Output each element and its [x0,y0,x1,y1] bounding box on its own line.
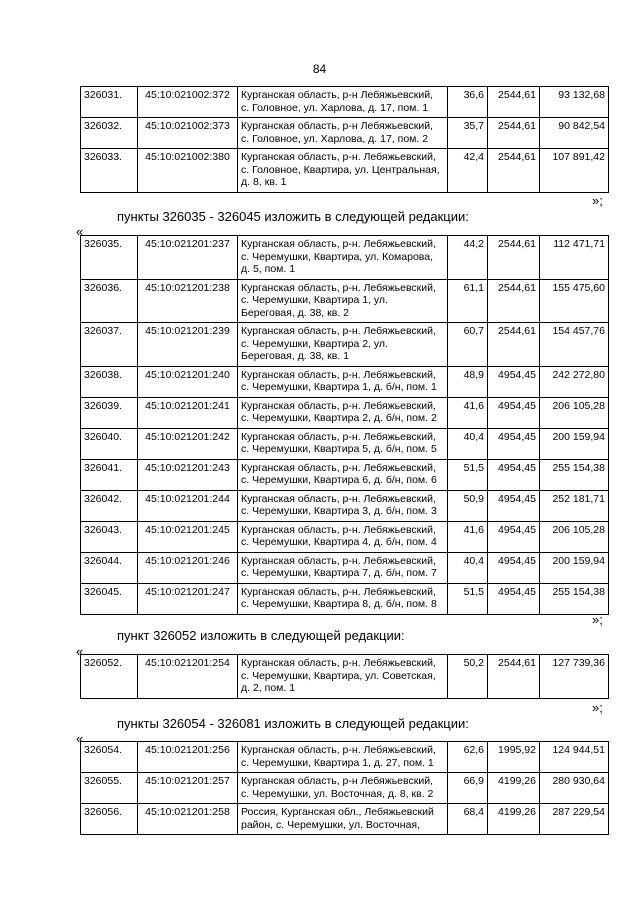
address-line: Россия, Курганская обл., Лебяжьевский [241,806,434,818]
rate-value: 4954,45 [488,397,540,428]
item-number: 326035. [81,236,138,280]
address-cell [238,428,448,459]
address-line: Курганская область, р-н. Лебяжьевский, [241,585,436,598]
cadastral-number: 45:10:021201:257 [138,773,238,804]
address-line: с. Черемушки, Квартира 8, д. б/н, пом. 8 [241,598,437,610]
address-cell [238,804,448,835]
item-number: 326044. [81,552,138,583]
address-cell [238,459,448,490]
cadastral-number: 45:10:021002:380 [138,149,238,193]
area-value: 51,5 [448,583,488,614]
item-number: 326031. [81,87,138,118]
address-cell [238,655,448,699]
cadastral-number: 45:10:021201:238 [138,279,238,323]
area-value: 41,6 [448,397,488,428]
section-heading: пункт 326052 изложить в следующей редакции: [117,628,405,643]
table-row [81,366,609,397]
cost-value: 154 457,76 [540,323,609,367]
address-line: Курганская область, р-н. Лебяжьевский, [241,325,436,337]
address-line: Курганская область, р-н. Лебяжьевский, [241,523,436,536]
area-value: 42,4 [448,149,488,193]
cadastral-number: 45:10:021201:247 [138,583,238,614]
address-line: с. Головное, Квартира, ул. Центральная, [241,163,440,176]
section-heading: пункты 326035 - 326045 изложить в следующей редакции: [117,209,469,224]
address-line: с. Черемушки, ул. Восточная, д. 8, кв. 2 [241,787,434,800]
table-row [81,804,609,835]
area-value: 50,9 [448,490,488,521]
address-cell [238,490,448,521]
table-row [81,428,609,459]
rate-value: 2544,61 [488,655,540,699]
address-cell [238,583,448,614]
address-line: Береговая, д. 38, кв. 1 [241,350,349,362]
item-number: 326056. [81,804,138,835]
cadastral-number: 45:10:021201:256 [138,742,238,773]
address-cell [238,87,448,118]
address-line: Курганская область, р-н. Лебяжьевский, [241,461,436,474]
table-row [81,742,609,773]
address-line: с. Черемушки, Квартира 1, д. 27, пом. 1 [241,756,434,769]
item-number: 326055. [81,773,138,804]
area-value: 60,7 [448,323,488,367]
closing-quote: »; [592,193,603,208]
section-heading: пункты 326054 - 326081 изложить в следующей редакции: [117,716,469,731]
address-line: район, с. Черемушки, ул. Восточная, [241,818,421,831]
address-cell [238,742,448,773]
address-line: с. Головное, ул. Харлова, д. 17, пом. 2 [241,132,429,145]
cost-value: 242 272,80 [540,366,609,397]
area-value: 66,9 [448,773,488,804]
address-cell [238,397,448,428]
address-line: Курганская область, р-н. Лебяжьевский, [241,281,436,294]
rate-value: 1995,92 [488,742,540,773]
rate-value: 2544,61 [488,118,540,149]
rate-value: 2544,61 [488,87,540,118]
address-line: Курганская область, р-н. Лебяжьевский, [241,151,436,163]
address-line: с. Черемушки, Квартира, ул. Советская, [241,669,436,682]
rate-value: 2544,61 [488,279,540,323]
address-line: Береговая, д. 38, кв. 2 [241,306,349,319]
cadastral-number: 45:10:021201:240 [138,366,238,397]
address-line: с. Черемушки, Квартира 5, д. б/н, пом. 5 [241,443,437,455]
cadastral-number: 45:10:021201:258 [138,804,238,835]
area-value: 44,2 [448,236,488,280]
address-line: Курганская область, р-н. Лебяжьевский, [241,430,436,443]
area-value: 40,4 [448,428,488,459]
address-line: с. Черемушки, Квартира 4, д. б/н, пом. 4 [241,536,437,548]
address-line: Курганская область, р-н. Лебяжьевский, [241,399,436,412]
item-number: 326032. [81,118,138,149]
table-row [81,87,609,118]
address-cell [238,118,448,149]
cadastral-number: 45:10:021201:243 [138,459,238,490]
cadastral-number: 45:10:021201:246 [138,552,238,583]
address-line: Курганская область, р-н. Лебяжьевский, [241,492,436,505]
address-cell [238,323,448,367]
cost-value: 127 739,36 [540,655,609,699]
rate-value: 4954,45 [488,459,540,490]
area-value: 35,7 [448,118,488,149]
opening-quote: « [76,224,84,239]
area-value: 51,5 [448,459,488,490]
rate-value: 4199,26 [488,804,540,835]
cadastral-number: 45:10:021002:373 [138,118,238,149]
address-line: д. 8, кв. 1 [241,176,287,188]
address-line: с. Головное, ул. Харлова, д. 17, пом. 1 [241,101,429,114]
table-row [81,655,609,699]
item-number: 326033. [81,149,138,193]
cadastral-number: 45:10:021002:372 [138,87,238,118]
table-row [81,552,609,583]
address-line: с. Черемушки, Квартира 1, д. б/н, пом. 1 [241,381,437,393]
address-line: с. Черемушки, Квартира 2, ул. [241,337,388,350]
cost-value: 206 105,28 [540,397,609,428]
table-row [81,773,609,804]
table-row [81,323,609,367]
cost-value: 93 132,68 [540,87,609,118]
item-number: 326039. [81,397,138,428]
page-number: 84 [312,62,327,76]
closing-quote: »; [592,612,603,627]
cost-value: 107 891,42 [540,149,609,193]
address-cell [238,552,448,583]
cost-value: 255 154,38 [540,459,609,490]
cadastral-number: 45:10:021201:244 [138,490,238,521]
area-value: 50,2 [448,655,488,699]
cadastral-number: 45:10:021201:241 [138,397,238,428]
rate-value: 2544,61 [488,323,540,367]
address-cell [238,366,448,397]
area-value: 68,4 [448,804,488,835]
address-line: д. 2, пом. 1 [241,682,296,694]
cadastral-number: 45:10:021201:245 [138,521,238,552]
address-line: Курганская область, р-н. Лебяжьевский, [241,368,436,381]
item-number: 326042. [81,490,138,521]
address-cell [238,773,448,804]
cost-value: 255 154,38 [540,583,609,614]
item-number: 326052. [81,655,138,699]
rate-value: 4954,45 [488,521,540,552]
cadastral-number: 45:10:021201:242 [138,428,238,459]
item-number: 326038. [81,366,138,397]
address-line: Курганская область, р-н. Лебяжьевский, [241,554,436,567]
item-number: 326036. [81,279,138,323]
item-number: 326037. [81,323,138,367]
item-number: 326045. [81,583,138,614]
registry-table [80,86,609,193]
address-line: Курганская область, р-н. Лебяжьевский, [241,744,436,756]
cost-value: 155 475,60 [540,279,609,323]
area-value: 48,9 [448,366,488,397]
opening-quote: « [76,731,84,746]
table-row [81,459,609,490]
opening-quote: « [76,644,84,659]
area-value: 41,6 [448,521,488,552]
address-line: Курганская область, р-н Лебяжьевский, [241,89,433,101]
address-line: с. Черемушки, Квартира, ул. Комарова, [241,250,434,263]
address-cell [238,279,448,323]
table-row [81,118,609,149]
registry-table [80,741,609,835]
address-line: д. 5, пом. 1 [241,263,296,275]
item-number: 326041. [81,459,138,490]
item-number: 326054. [81,742,138,773]
address-line: Курганская область, р-н Лебяжьевский, [241,120,433,132]
rate-value: 4954,45 [488,428,540,459]
rate-value: 4954,45 [488,366,540,397]
table-row [81,521,609,552]
area-value: 61,1 [448,279,488,323]
rate-value: 4954,45 [488,490,540,521]
area-value: 40,4 [448,552,488,583]
address-line: Курганская область, р-н. Лебяжьевский, [241,657,436,669]
cost-value: 124 944,51 [540,742,609,773]
cost-value: 287 229,54 [540,804,609,835]
address-line: с. Черемушки, Квартира 3, д. б/н, пом. 3 [241,505,437,517]
address-line: с. Черемушки, Квартира 7, д. б/н, пом. 7 [241,567,437,579]
rate-value: 4954,45 [488,583,540,614]
address-line: Курганская область, р-н. Лебяжьевский, [241,238,436,250]
cost-value: 112 471,71 [540,236,609,280]
table-row [81,149,609,193]
closing-quote: »; [592,700,603,715]
address-cell [238,236,448,280]
table-row [81,279,609,323]
cadastral-number: 45:10:021201:254 [138,655,238,699]
cost-value: 200 159,94 [540,552,609,583]
table-row [81,236,609,280]
table-row [81,583,609,614]
rate-value: 2544,61 [488,149,540,193]
address-cell [238,149,448,193]
cost-value: 252 181,71 [540,490,609,521]
item-number: 326040. [81,428,138,459]
cost-value: 200 159,94 [540,428,609,459]
cadastral-number: 45:10:021201:237 [138,236,238,280]
area-value: 36,6 [448,87,488,118]
registry-table [80,654,609,699]
cost-value: 90 842,54 [540,118,609,149]
cost-value: 206 105,28 [540,521,609,552]
cadastral-number: 45:10:021201:239 [138,323,238,367]
table-row [81,397,609,428]
address-line: с. Черемушки, Квартира 2, д. б/н, пом. 2 [241,412,437,424]
address-line: с. Черемушки, Квартира 6, д. б/н, пом. 6 [241,474,437,486]
cost-value: 280 930,64 [540,773,609,804]
item-number: 326043. [81,521,138,552]
rate-value: 4954,45 [488,552,540,583]
registry-table [80,235,609,615]
address-cell [238,521,448,552]
rate-value: 2544,61 [488,236,540,280]
area-value: 62,6 [448,742,488,773]
address-line: Курганская область, р-н Лебяжьевский, [241,775,433,787]
rate-value: 4199,26 [488,773,540,804]
address-line: с. Черемушки, Квартира 1, ул. [241,294,388,306]
table-row [81,490,609,521]
